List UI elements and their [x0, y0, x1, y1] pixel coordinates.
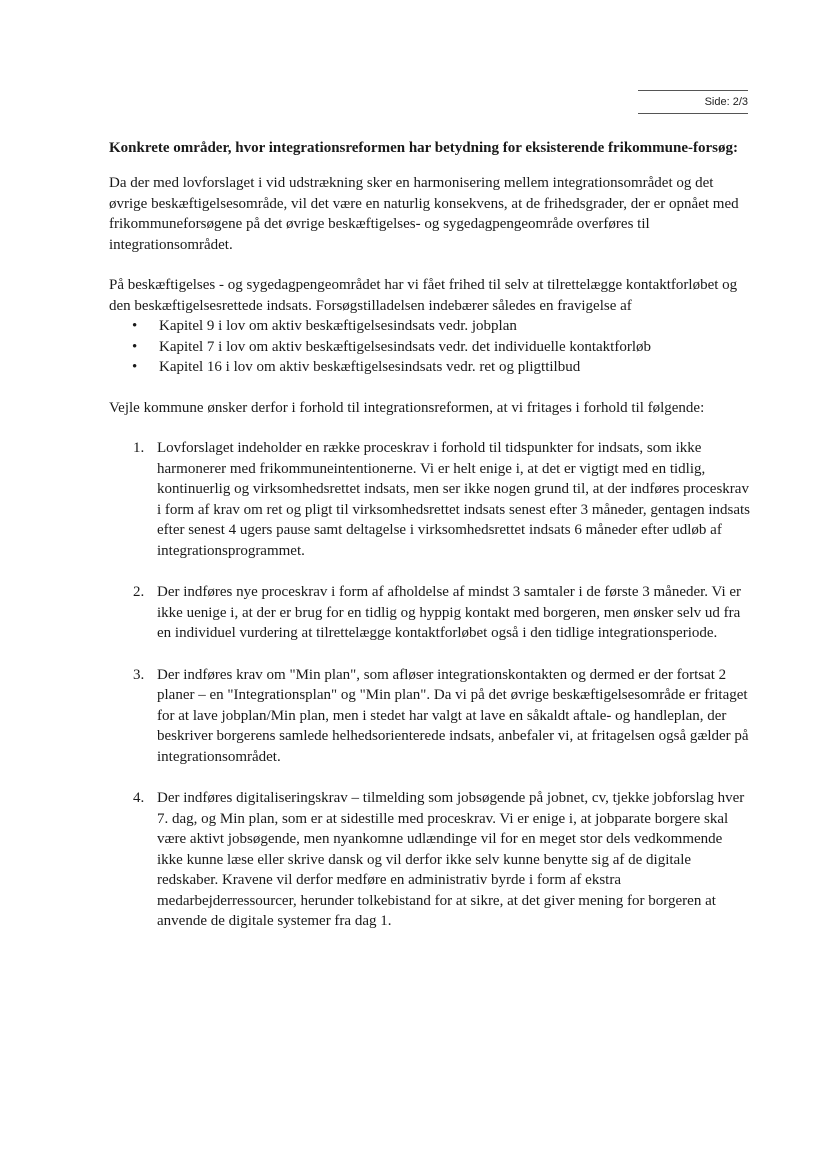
item-number: 3. [133, 666, 145, 683]
item-text: Lovforslaget indeholder en række proceskrav i forhold til tidspunkter for indsats, som ikke harmonerer med frikommuneintentionerne. Vi er helt enige i, at det er vigtigt med en tidlig, kontinuerlig og virksomhedsrettet indsats, men ser ikke nogen grund til, at der indføres proceskrav i form af krav om ret og pligt til virksomhedsrettet indsats senest efter 3 måneder, gentagen indsats efter senest 4 ugers pause samt deltagelse i virksomhedsrettet indsats 6 måneder efter udløb af integrationsprogrammet. [157, 440, 750, 559]
bullet-list [109, 316, 751, 378]
numbered-list [109, 438, 751, 932]
numbered-item [109, 788, 751, 932]
item-number: 4. [133, 790, 145, 806]
document-body [109, 137, 751, 953]
paragraph-frihed: På beskæftigelses - og sygedagpengeområdet har vi fået frihed til selv at tilrettelægge kontaktforløbet og den beskæftigelsesrettede indsats. Forsøgstilladelsen indebærer således en fravigelse af [109, 277, 738, 314]
header-bottom-rule [638, 113, 748, 114]
bullet-item: • Kapitel 16 i lov om aktiv beskæftigelsesindsats vedr. ret og pligttilbud [109, 357, 751, 378]
paragraph-fritagelse: Vejle kommune ønsker derfor i forhold til integrationsreformen, at vi fritages i forhold til følgende: [109, 399, 705, 416]
numbered-item [109, 665, 751, 768]
item-number: 2. [133, 584, 145, 600]
numbered-item [109, 582, 751, 644]
page-number: Side: 2/3 [704, 96, 748, 108]
item-text: Der indføres digitaliseringskrav – tilmelding som jobsøgende på jobnet, cv, tjekke jobforslag hver 7. dag, og Min plan, som er at sidestille med proceskrav. Vi er enige i, at jobparate borgere skal være aktivt jobsøgende, men nyankomne udlændinge vil for en meget stor dels vedkommende ikke kunne læse eller skrive dansk og vil derfor ikke selv kunne benytte sig af de digitale redskaber. Kravene vil derfor medføre en administrativ byrde i form af ekstra medarbejderressourcer, herunder tolkebistand for at sikre, at det giver mening for borgeren at anvende de digitale systemer fra dag 1. [157, 790, 745, 929]
bullet-item: • Kapitel 7 i lov om aktiv beskæftigelsesindsats vedr. det individuelle kontaktforløb [109, 337, 751, 358]
bullet-item: • Kapitel 9 i lov om aktiv beskæftigelsesindsats vedr. jobplan [109, 316, 751, 337]
numbered-item [109, 438, 751, 561]
section-heading: Konkrete områder, hvor integrationsreformen har betydning for eksisterende frikommune-forsøg: [109, 140, 738, 156]
header-top-rule [638, 90, 748, 91]
item-text: Der indføres nye proceskrav i form af afholdelse af mindst 3 samtaler i de første 3 måneder. Vi er ikke uenige i, at der er brug for en tidlig og hyppig kontakt med borgeren, men ønsker selv ud fra en individuel vurdering at tilrettelægge kontaktforløbet også i den tidlige integrationsperiode. [157, 584, 742, 641]
item-text: Der indføres krav om "Min plan", som afløser integrationskontakten og dermed er der fortsat 2 planer – en "Integrationsplan" og "Min plan". Da vi på det øvrige beskæftigelsesområde er fritaget for at lave jobplan/Min plan, men i stedet har valgt at lave en såkaldt aftale- og handleplan, der beskriver borgerens samlede helhedsorienterede indsats, anbefaler vi, at fritagelsen også gælder på integrationsområdet. [157, 666, 749, 765]
item-number: 1. [133, 440, 145, 456]
paragraph-harmonisering: Da der med lovforslaget i vid udstrækning sker en harmonisering mellem integrationsområdet og det øvrige beskæftigelsesområde, vil det være en naturlig konsekvens, at de frihedsgrader, der er opnået med frikommuneforsøgene på det øvrige beskæftigelses- og sygedagpengeområde overføres til integrationsområdet. [109, 175, 739, 253]
